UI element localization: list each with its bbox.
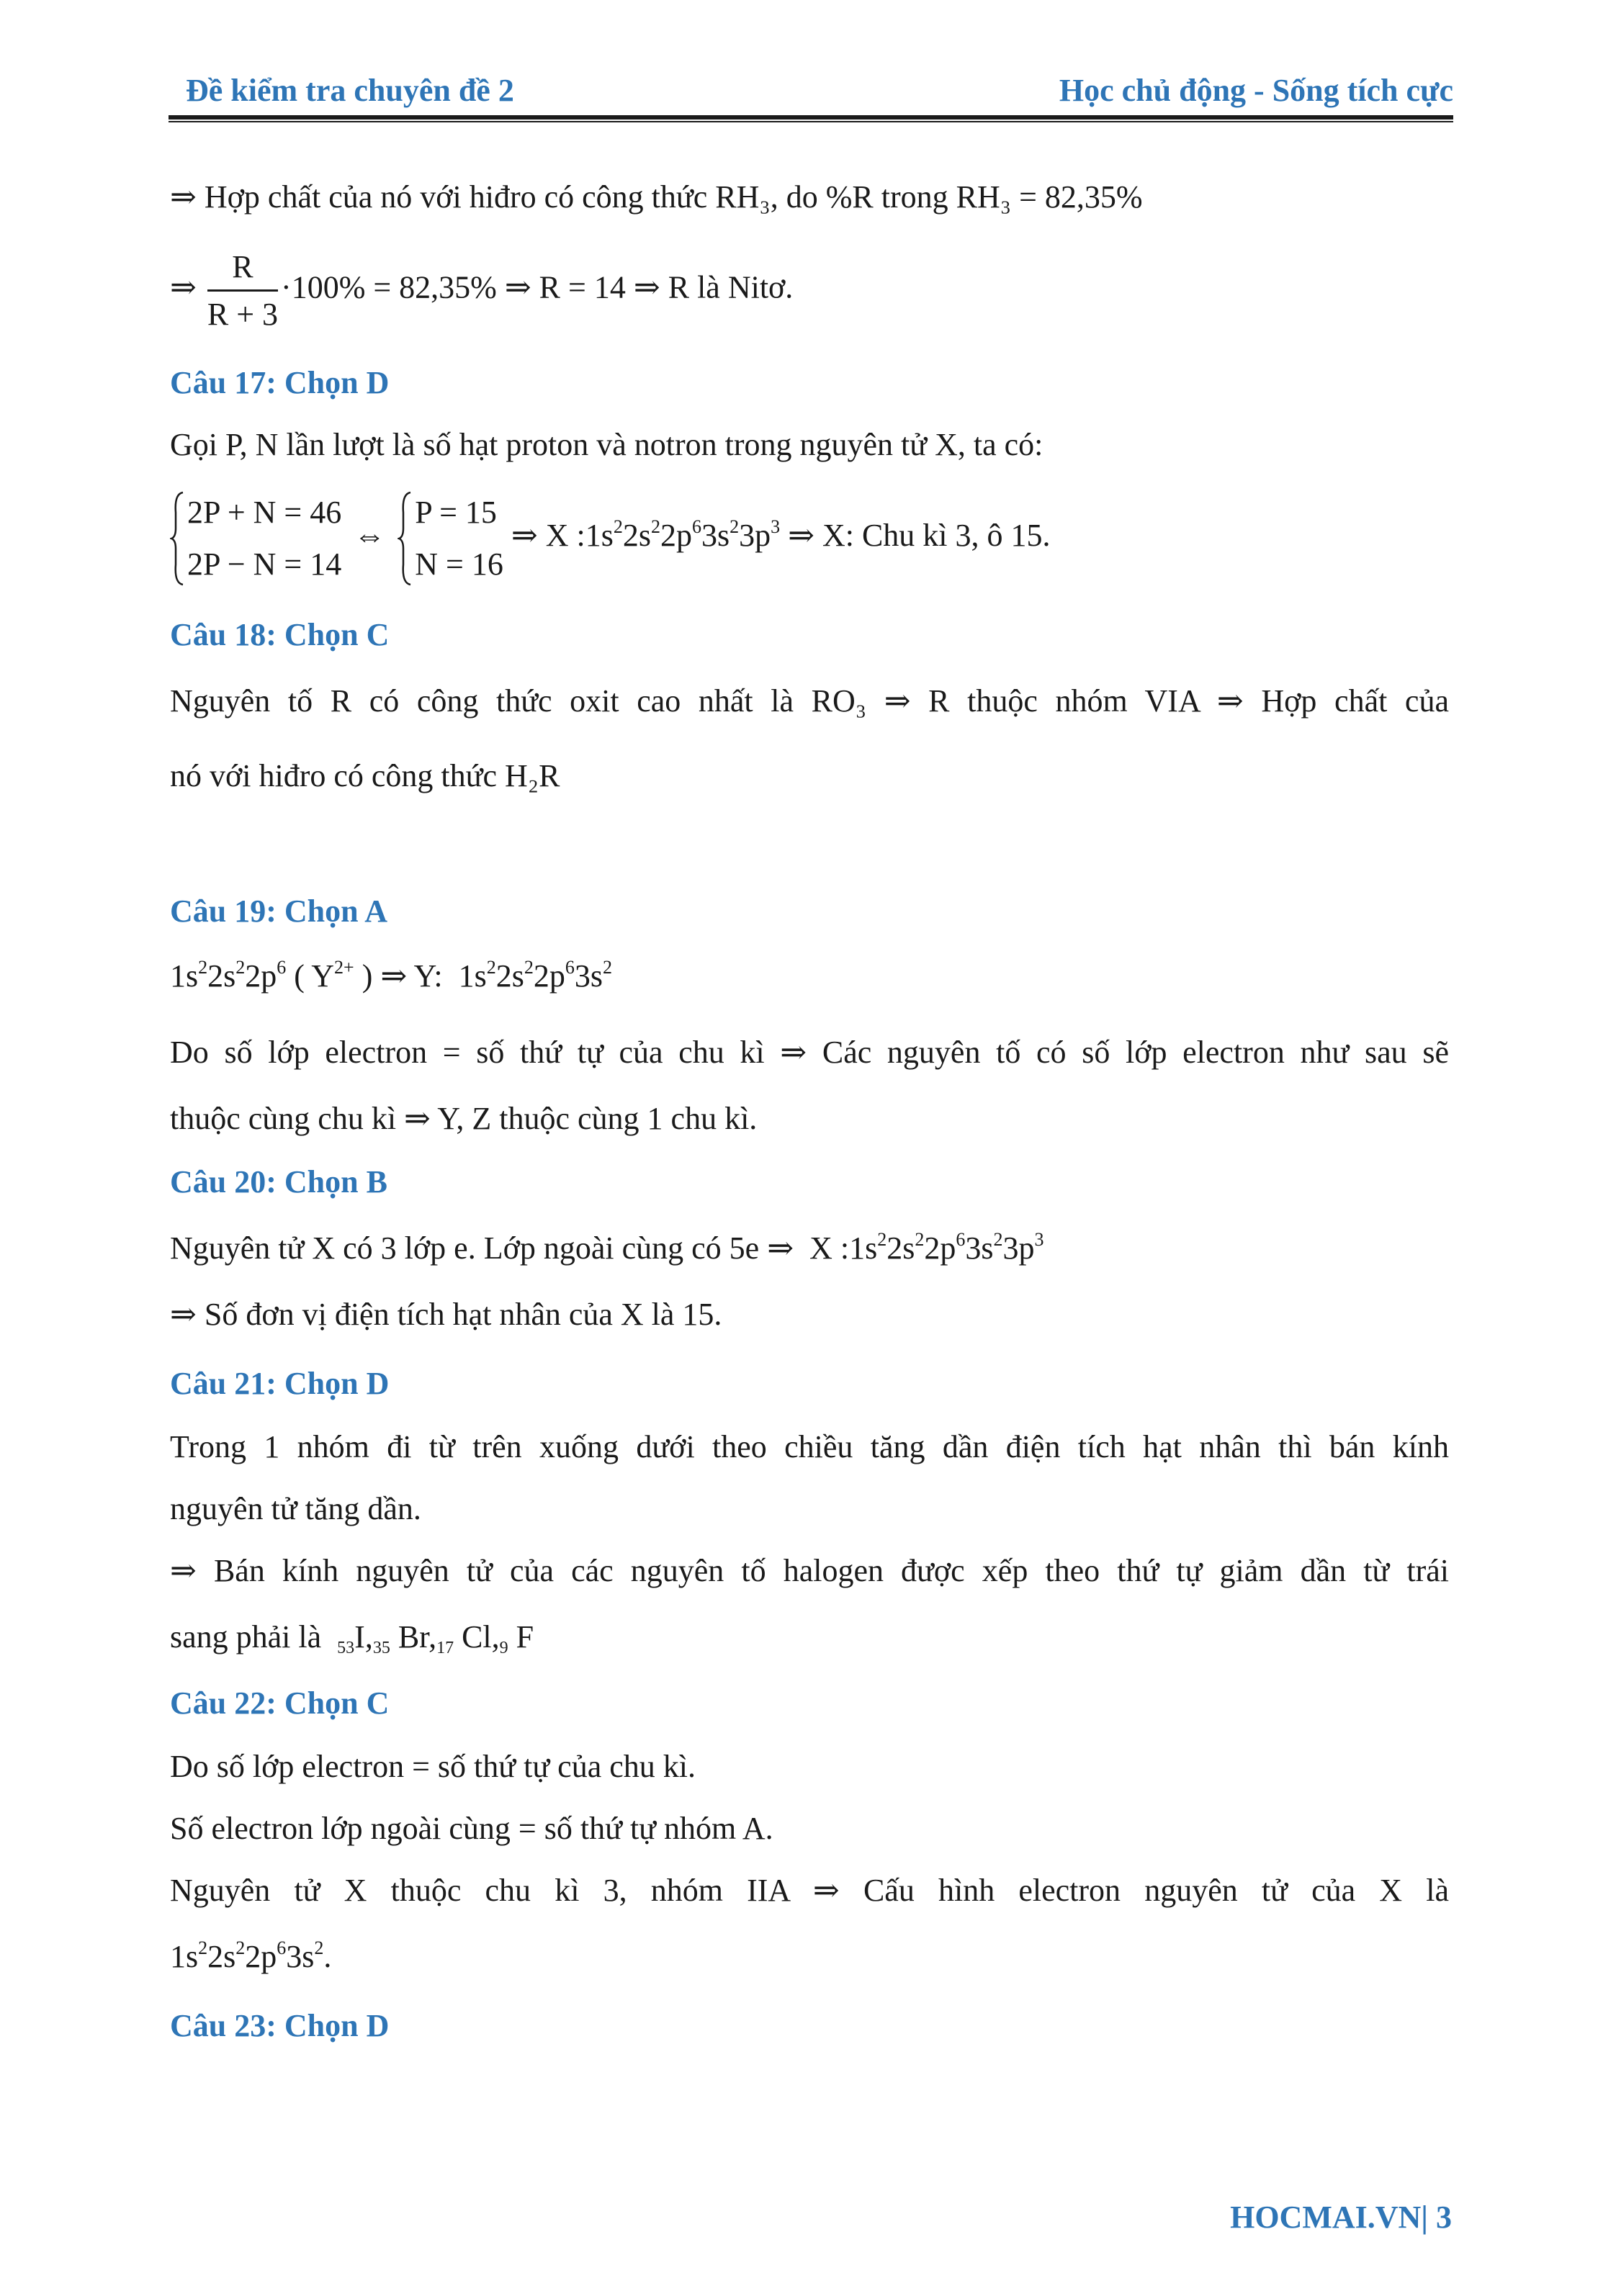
header-rule	[169, 115, 1453, 120]
question-22-heading: Câu 22: Chọn C	[170, 1685, 390, 1721]
fraction	[207, 248, 278, 333]
q22-line-2: Số electron lớp ngoài cùng = số thứ tự nhóm A.	[170, 1811, 773, 1846]
q20-line-1	[170, 1230, 1043, 1266]
header-rule-thin	[169, 121, 1453, 122]
question-17-heading: Câu 17: Chọn D	[170, 365, 390, 400]
q22-line-1: Do số lớp electron = số thứ tự của chu kì.	[170, 1749, 696, 1784]
equation-system-1	[170, 487, 341, 590]
page-footer: HOCMAI.VN| 3	[1230, 2200, 1452, 2235]
halogen-order: $_{53}I,_{35}$ $Br,_{17}$ $Cl,_9$ F	[337, 1619, 534, 1657]
q21-text: sang phải là	[170, 1619, 322, 1655]
q17-equation-systems: 2P + N = 46 2P − N = 14 ⇔ P = 15 N = 16 ⇒ X $:1s^22s^22p^63s^23p^3$ ⇒ X: Chu kì 3, ô 15.	[170, 487, 1051, 590]
question-20-heading: Câu 20: Chọn B	[170, 1164, 387, 1199]
left-brace-icon	[398, 491, 412, 586]
q21-line-2: nguyên tử tăng dần.	[170, 1491, 421, 1526]
question-23-heading: Câu 23: Chọn D	[170, 2008, 390, 2043]
q17-conclusion: ⇒ X: Chu kì 3, ô 15.	[788, 518, 1051, 554]
q19-line-2: Do số lớp electron = số thứ tự của chu kì ⇒ Các nguyên tố có số lớp electron như sau sẽ	[170, 1035, 1449, 1070]
equation-system-2	[398, 487, 503, 590]
system-2-eq-1: P = 15	[415, 495, 497, 530]
question-18-heading: Câu 18: Chọn C	[170, 617, 390, 652]
system-1-eq-2: 2P − N = 14	[187, 546, 342, 582]
q21-line-1: Trong 1 nhóm đi từ trên xuống dưới theo chiều tăng dần điện tích hạt nhân thì bán kính	[170, 1429, 1449, 1464]
q19-configurations: $1s^22s^22p^6$ ( $Y^{2+}$ ) ⇒ Y: $1s^22s^22p^63s^2$	[170, 957, 612, 994]
fraction-numerator: R	[207, 248, 278, 292]
question-19-heading: Câu 19: Chọn A	[170, 893, 387, 929]
system-1-eq-1: 2P + N = 46	[187, 495, 342, 530]
header-right: Học chủ động - Sống tích cực	[1059, 73, 1453, 108]
left-brace-icon	[170, 491, 184, 586]
line-rh3-formula: ⇒ Hợp chất của nó với hiđro có công thức RH₃, do %R trong RH₃ = 82,35%	[170, 179, 1143, 215]
q17-intro: Gọi P, N lần lượt là số hạt proton và notron trong nguyên tử X, ta có:	[170, 427, 1043, 462]
calc-rest: ·100% = 82,35% ⇒ R = 14 ⇒ R là Nitơ.	[281, 269, 794, 305]
q21-line-3: ⇒ Bán kính nguyên tử của các nguyên tố halogen được xếp theo thứ tự giảm dần từ trái	[170, 1553, 1449, 1588]
q21-line-4	[170, 1619, 534, 1655]
header-left: Đề kiểm tra chuyên đề 2	[186, 73, 514, 108]
q20-line-2: ⇒ Số đơn vị điện tích hạt nhân của X là 15.	[170, 1297, 722, 1332]
q18-line-2: nó với hiđro có công thức H₂R	[170, 758, 560, 793]
q20-configuration: X $:1s^22s^22p^63s^23p^3$	[802, 1229, 1044, 1266]
system-2-eq-2: N = 16	[415, 546, 503, 582]
q22-configuration: $1s^22s^22p^63s^2$.	[170, 1937, 332, 1974]
q19-line-3: thuộc cùng chu kì ⇒ Y, Z thuộc cùng 1 chu kì.	[170, 1101, 758, 1136]
q22-line-3: Nguyên tử X thuộc chu kì 3, nhóm IIA ⇒ Cấu hình electron nguyên tử của X là	[170, 1873, 1449, 1908]
fraction-denominator: R + 3	[207, 297, 279, 332]
q18-line-1: Nguyên tố R có công thức oxit cao nhất là RO₃ ⇒ R thuộc nhóm VIA ⇒ Hợp chất của	[170, 683, 1449, 719]
line-nitrogen-calc: ⇒ $\frac{R}{R + 3}$ ·100% = 82,35% ⇒ R = 14 ⇒ R là Nitơ.	[170, 249, 794, 332]
electron-configuration: ⇒ X $:1s^22s^22p^63s^23p^3$	[511, 516, 781, 554]
q20-text: Nguyên tử X có 3 lớp e. Lớp ngoài cùng có 5e ⇒	[170, 1230, 794, 1266]
question-21-heading: Câu 21: Chọn D	[170, 1366, 390, 1401]
